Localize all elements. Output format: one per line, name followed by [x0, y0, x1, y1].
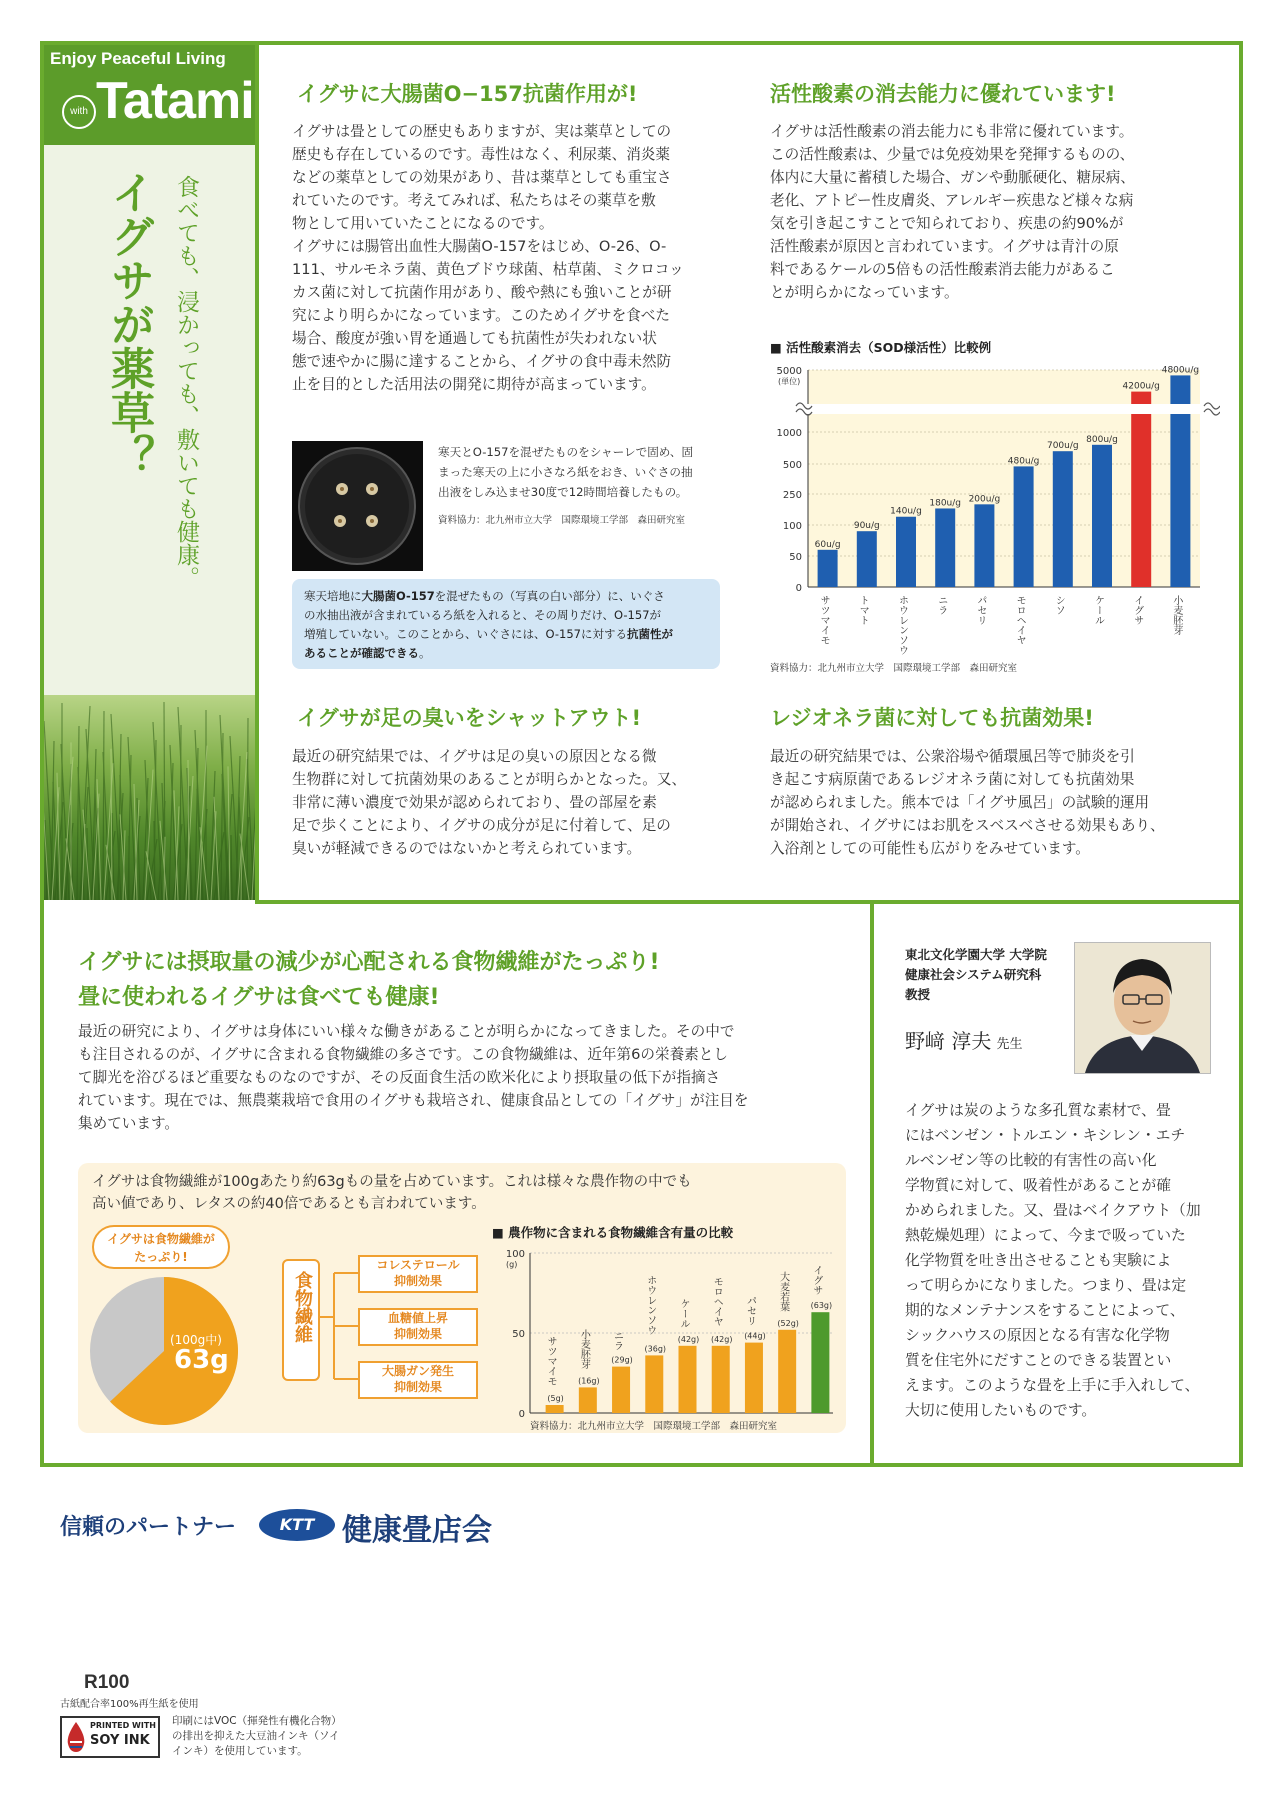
brand-with-badge: with: [62, 95, 96, 129]
photo-caption-line: 出液をしみ込ませ30度で12時間培養したもの。: [438, 485, 688, 499]
note-line: 増殖していない。このことから、いぐさには、O-157に対する抗菌性が: [304, 627, 673, 641]
y-tick-label: 100: [505, 1249, 525, 1260]
active-oxygen-line: とが明らかになっています。: [770, 284, 959, 301]
professor-line: 熱乾燥処理）によって、今まで吸っていた: [905, 1227, 1186, 1244]
sidebar-subtitle: 食べても、浸かっても、敷いても健康。: [173, 175, 199, 589]
sod-chart-source: 資料協力：北九州市立大学 国際環境工学部 森田研究室: [770, 663, 1018, 674]
x-category-label: 大麦若葉: [777, 1271, 789, 1312]
legionella-body: [770, 745, 1220, 860]
professor-line: 化学物質を吐き出させることも実験によ: [905, 1252, 1172, 1269]
y-tick-label: 1000: [776, 428, 802, 439]
bar-value-label: (36g): [644, 1344, 667, 1354]
bar: [1092, 445, 1112, 587]
bar: [896, 517, 916, 587]
y-tick-label: 100: [782, 521, 802, 532]
bubble-line: イグサは食物繊維が: [107, 1232, 215, 1246]
o157-line: カス菌に対して抗菌作用があり、酸や熱にも強いことが研: [292, 284, 672, 301]
foot-odor-line: 臭いが軽減できるのではないかと考えられています。: [292, 840, 642, 857]
active-oxygen-line: 体内に大量に蓄積した場合、ガンや動脈硬化、糖尿病、: [770, 169, 1135, 186]
bar-value-label: 60u/g: [814, 539, 841, 550]
effect-colon-cancer: [358, 1361, 478, 1399]
fiber-body: [78, 1020, 858, 1135]
x-category-label: サツマイモ: [818, 595, 830, 645]
foot-odor-line: 生物群に対して抗菌効果のあることが明らかとなった。又、: [292, 771, 687, 788]
foot-odor-title: イグサが足の臭いをシャットアウト!: [297, 706, 642, 730]
fiber-line: も注目されるのが、イグサに含まれる食物繊維の多さです。この食物繊維は、近年第6の栄養素とし: [78, 1046, 728, 1063]
y-tick-label: 0: [795, 583, 802, 594]
fiber-line: 集めています。: [78, 1115, 179, 1132]
sod-chart-plot: [760, 330, 1220, 670]
o157-line: 歴史も存在しているのです。毒性はなく、利尿薬、消炎薬: [292, 146, 670, 163]
professor-name-block: [905, 1025, 1022, 1054]
bar: [1053, 451, 1073, 587]
petri-dish-photo: [292, 441, 423, 571]
o157-line: 111、サルモネラ菌、黄色ブドウ球菌、枯草菌、ミクロコッ: [292, 261, 684, 278]
foot-odor-line: 非常に薄い濃度で効果が認められており、畳の部屋を素: [292, 794, 657, 811]
x-category-label: パセリ: [744, 1295, 756, 1326]
professor-line: えます。このような畳を上手に手入れして、: [905, 1377, 1200, 1394]
affiliation-line: 東北文化学園大学 大学院: [905, 947, 1047, 962]
bar: [857, 531, 877, 587]
fiber-chart-plot: [488, 1225, 838, 1430]
fiber-line: 最近の研究により、イグサは身体にいい様々な働きがあることが明らかになってきました。その中で: [78, 1023, 735, 1040]
effects-connector: [318, 1259, 358, 1389]
effect-cholesterol: [358, 1255, 478, 1293]
bar: [778, 1330, 796, 1413]
professor-line: にはベンゼン・トルエン・キシレン・エチ: [905, 1127, 1186, 1144]
bar-value-label: (5g): [547, 1394, 564, 1403]
o157-note-box: [292, 579, 720, 669]
effects-head: 食物繊維: [292, 1271, 313, 1343]
unit-label: (g): [506, 1260, 518, 1269]
bar: [679, 1346, 697, 1413]
bar-value-label: (29g): [611, 1355, 633, 1365]
o157-line: 場合、酸度が強い胃を通過しても抗菌性が失われない状: [292, 330, 657, 347]
effects-head-box: [282, 1259, 320, 1381]
bar-value-label: 700u/g: [1046, 441, 1079, 452]
o157-line: れていたのです。考えてみれば、私たちはその薬草を敷: [292, 192, 656, 209]
effect-line: 大腸ガン発生: [381, 1364, 454, 1378]
professor-line: 大切に使用したいものです。: [905, 1402, 1097, 1419]
axis-break-gap: [794, 404, 1214, 414]
bar-value-label: 4200u/g: [1122, 381, 1160, 392]
bar: [645, 1355, 663, 1413]
affiliation-line: 健康社会システム研究科: [905, 967, 1042, 982]
effect-line: 抑制効果: [393, 1327, 442, 1341]
y-tick-label: 0: [518, 1409, 525, 1420]
bar: [612, 1367, 630, 1413]
y-tick-label: 50: [512, 1329, 525, 1340]
o157-line: 究により明らかになっています。このためイグサを食べた: [292, 307, 670, 324]
o157-note-text: [304, 587, 704, 663]
x-category-label: パセリ: [974, 595, 986, 625]
professor-affiliation: [905, 945, 1047, 1005]
professor-line: 学物質に対して、吸着性があることが確: [905, 1177, 1172, 1194]
fiber-box-text: [92, 1171, 832, 1215]
soy-note-line: インキ）を使用しています。: [172, 1745, 308, 1757]
sod-chart-title: ■ 活性酸素消去（SOD様活性）比較例: [770, 340, 992, 355]
pie-label-big: 63g: [174, 1345, 229, 1375]
legionella-line: が認められました。熊本では「イグサ風呂」の試験的運用: [770, 794, 1150, 811]
effect-line: コレステロール: [376, 1258, 460, 1272]
active-oxygen-line: 気を引き起こすことで知られており、疾患の約90%が: [770, 215, 1124, 232]
legionella-title: レジオネラ菌に対しても抗菌効果!: [770, 706, 1094, 730]
footer-org: 健康畳店会: [342, 1513, 492, 1548]
o157-line: イグサには腸管出血性大腸菌O-157をはじめ、O-26、O-: [292, 238, 667, 255]
x-category-label: 小麦胚芽: [1170, 595, 1182, 635]
x-category-label: イグサ: [1131, 595, 1143, 625]
x-category-label: サツマイモ: [545, 1336, 557, 1386]
active-oxygen-body: [770, 120, 1220, 304]
bar-value-label: (63g): [810, 1301, 833, 1311]
photo-caption-line: まった寒天の上に小さなろ紙をおき、いぐさの抽: [438, 465, 693, 479]
professor-line: って明らかになりました。つまり、畳は定: [905, 1277, 1187, 1294]
fiber-box-line: イグサは食物繊維が100gあたり約63gもの量を占めています。これは様々な農作物の中でも: [92, 1174, 692, 1190]
divider-vertical-top: [255, 41, 259, 904]
foot-odor-body: [292, 745, 732, 860]
professor-name: 野﨑 淳夫: [905, 1029, 992, 1053]
o157-body: [292, 120, 732, 396]
soy-line1: PRINTED WITH: [90, 1721, 156, 1730]
x-category-label: ニラ: [935, 595, 947, 615]
pie-label-small: (100g中): [170, 1333, 222, 1347]
bar: [1131, 392, 1151, 587]
bar-value-label: (42g): [710, 1334, 733, 1344]
effect-line: 抑制効果: [393, 1274, 442, 1288]
fiber-chart-source: 資料協力：北九州市立大学 国際環境工学部 森田研究室: [530, 1421, 778, 1432]
grass-photo: [44, 695, 255, 900]
note-line: あることが確認できる。: [304, 646, 431, 660]
affiliation-line: 教授: [905, 987, 931, 1002]
sod-chart: [760, 330, 1220, 674]
legionella-line: 最近の研究結果では、公衆浴場や循環風呂等で肺炎を引: [770, 748, 1135, 765]
photo-source: 資料協力：北九州市立大学 国際環境工学部 森田研究室: [438, 515, 686, 526]
divider-horizontal: [255, 900, 1243, 904]
o157-line: 止を目的とした活用法の開発に期待が高まっています。: [292, 376, 656, 393]
effect-line: 血糖値上昇: [387, 1311, 448, 1325]
r100-logo: R100: [84, 1672, 130, 1693]
o157-line: 態で速やかに腸に達することから、イグサの食中毒未然防: [292, 353, 672, 370]
y-tick-label: 250: [782, 490, 802, 501]
x-category-label: ケール: [1092, 595, 1104, 625]
fiber-title-2: 畳に使われるイグサは食べても健康!: [78, 985, 440, 1010]
active-oxygen-line: 料であるケールの5倍もの活性酸素消去能力があるこ: [770, 261, 1115, 278]
bubble-line: たっぷり!: [134, 1250, 188, 1264]
x-category-label: シソ: [1053, 595, 1065, 615]
x-category-label: トマト: [857, 595, 869, 625]
soy-note-line: の排出を抑えた大豆油インキ（ソイ: [172, 1730, 340, 1742]
bar: [935, 508, 955, 587]
professor-line: ルベンゼン等の比較的有害性の高い化: [905, 1152, 1157, 1169]
bar: [818, 550, 838, 587]
o157-line: イグサは畳としての歴史もありますが、実は薬草としての: [292, 123, 672, 140]
professor-honorific: 先生: [996, 1037, 1023, 1052]
fiber-line: れています。現在では、無農薬栽培で食用のイグサも栽培され、健康食品としての「イグサ」が注目を: [78, 1092, 749, 1109]
bar: [811, 1312, 829, 1413]
effect-line: 抑制効果: [393, 1380, 442, 1394]
professor-line: 期的なメンテナンスをすることによって、: [905, 1302, 1185, 1319]
legionella-line: き起こす病原菌であるレジオネラ菌に対しても抗菌効果: [770, 771, 1135, 788]
x-category-label: モロヘイヤ: [711, 1276, 723, 1327]
fiber-chart-title: ■ 農作物に含まれる食物繊維含有量の比較: [492, 1225, 734, 1240]
foot-odor-line: 足で歩くことにより、イグサの成分が足に付着して、足の: [292, 817, 671, 834]
y-tick-label: 50: [789, 552, 802, 563]
fiber-title-1: イグサには摂取量の減少が心配される食物繊維がたっぷり!: [78, 950, 660, 975]
bar: [745, 1343, 763, 1413]
legionella-line: 入浴剤としての可能性も広がりをみせています。: [770, 840, 1090, 857]
bar: [712, 1346, 730, 1413]
note-line: 寒天培地に大腸菌O-157を混ぜたもの（写真の白い部分）に、いぐさ: [304, 589, 665, 603]
o157-line: 物として用いていたことになるのです。: [292, 215, 554, 232]
active-oxygen-line: この活性酸素は、少量では免疫効果を発揮するものの、: [770, 146, 1135, 163]
foot-odor-line: 最近の研究結果では、イグサは足の臭いの原因となる微: [292, 748, 657, 765]
x-category-label: 小麦胚芽: [578, 1329, 590, 1370]
active-oxygen-line: 老化、アトピー性皮膚炎、アレルギー疾患など様々な病: [770, 192, 1134, 209]
bar-value-label: 200u/g: [968, 494, 1001, 505]
professor-body: [905, 1098, 1225, 1423]
bar: [1014, 466, 1034, 587]
sidebar: [44, 45, 255, 900]
bar-value-label: (52g): [777, 1318, 799, 1328]
photo-caption-line: 寒天とO-157を混ぜたものをシャーレで固め、固: [438, 445, 694, 459]
bar-value-label: 800u/g: [1086, 434, 1118, 445]
active-oxygen-line: 活性酸素が原因と言われています。イグサは青汁の原: [770, 238, 1119, 255]
active-oxygen-title: 活性酸素の消去能力に優れています!: [770, 82, 1116, 106]
brand-logo: [44, 45, 255, 145]
fiber-line: て脚光を浴びるほど重要なものなのですが、その反面食生活の欧米化により摂取量の低下が指摘さ: [78, 1069, 721, 1086]
r100-note: 古紙配合率100%再生紙を使用: [60, 1699, 199, 1710]
bar-value-label: 90u/g: [853, 521, 880, 532]
soy-note-line: 印刷にはVOC（揮発性有機化合物）: [172, 1715, 342, 1727]
footer-partner: 信頼のパートナー: [60, 1515, 237, 1540]
y-tick-label: 500: [782, 460, 802, 471]
y-tick-label: 5000: [776, 366, 802, 377]
fiber-box-line: 高い値であり、レタスの約40倍であるとも言われています。: [92, 1196, 486, 1212]
photo-caption: [438, 442, 730, 502]
x-category-label: イグサ: [810, 1265, 822, 1296]
unit-label: (単位): [778, 377, 801, 386]
brand-tagline: Enjoy Peaceful Living: [50, 49, 226, 68]
soy-note: [172, 1714, 342, 1759]
fiber-box: [78, 1163, 846, 1433]
bar: [974, 504, 994, 587]
legionella-line: が開始され、イグサにはお肌をスベスベさせる効果もあり、: [770, 817, 1165, 834]
bar: [546, 1405, 564, 1413]
x-category-label: ホウレンソウ: [896, 595, 908, 655]
bar-value-label: (16g): [578, 1376, 600, 1386]
bar-value-label: 140u/g: [890, 506, 922, 517]
x-category-label: ホウレンソウ: [644, 1275, 656, 1336]
o157-line: などの薬草としての効果があり、昔は薬草としても重宝さ: [292, 169, 672, 186]
professor-line: シックハウスの原因となる有害な化学物: [905, 1327, 1170, 1344]
active-oxygen-line: イグサは活性酸素の消去能力にも非常に優れています。: [770, 123, 1134, 140]
bar-value-label: 4800u/g: [1161, 365, 1200, 376]
fiber-bubble: [92, 1225, 230, 1269]
note-line: の水抽出液が含まれているろ紙を入れると、その周りだけ、O-157が: [304, 608, 662, 622]
professor-line: 質を住宅外にだすことのできる装置とい: [905, 1352, 1172, 1369]
soy-ink-icon: [64, 1720, 88, 1754]
professor-photo: [1074, 942, 1211, 1074]
soy-line2: SOY INK: [90, 1733, 150, 1748]
professor-line: イグサは炭のような多孔質な素材で、畳: [905, 1102, 1171, 1119]
soy-ink-logo: [60, 1716, 160, 1758]
sidebar-title: イグサが薬草？: [103, 170, 154, 478]
fiber-chart: [488, 1225, 838, 1430]
bar-value-label: (44g): [744, 1331, 766, 1341]
effect-blood-sugar: [358, 1308, 478, 1346]
o157-title: イグサに大腸菌O−157抗菌作用が!: [297, 82, 638, 106]
x-category-label: ニラ: [611, 1330, 623, 1351]
x-category-label: ケール: [678, 1298, 689, 1329]
bar-value-label: 180u/g: [929, 498, 962, 509]
professor-line: かめられました。又、畳はベイクアウト（加: [905, 1202, 1201, 1219]
bar-value-label: (42g): [677, 1334, 700, 1344]
x-category-label: モロヘイヤ: [1014, 595, 1026, 645]
brand-name: Tatami: [96, 72, 254, 130]
bar-value-label: 480u/g: [1007, 456, 1040, 467]
bar: [579, 1387, 597, 1413]
ktt-logo: KTT: [259, 1509, 335, 1541]
divider-vertical-bottom: [870, 900, 874, 1467]
